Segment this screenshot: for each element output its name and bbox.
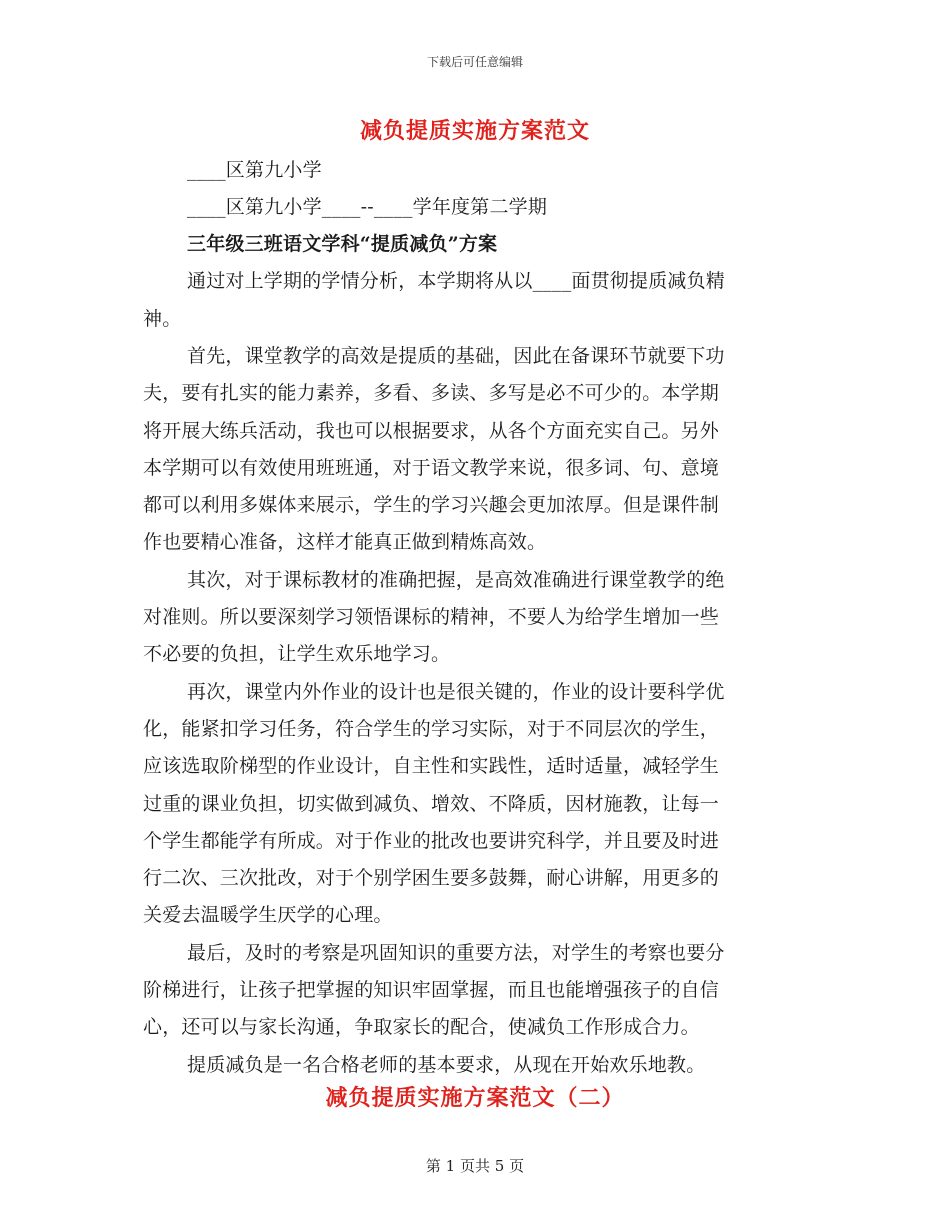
paragraph-line: 最后，及时的考察是巩固知识的重要方法，对学生的考察也要分 <box>187 942 725 964</box>
paragraph-line: 其次，对于课标教材的准确把握，是高效准确进行课堂教学的绝 <box>187 569 725 591</box>
paragraph-line: 应该选取阶梯型的作业设计，自主性和实践性，适时适量，减轻学生 <box>143 755 720 777</box>
page-footer: 第 1 页共 5 页 <box>425 1157 525 1175</box>
paragraph-line: 再次，课堂内外作业的设计也是很关键的，作业的设计要科学优 <box>187 681 725 703</box>
paragraph-line: 过重的课业负担，切实做到减负、增效、不降质，因材施教，让每一 <box>143 793 720 815</box>
school-line: ____区第九小学 <box>187 159 322 181</box>
paragraph-line: 作也要精心准备，这样才能真正做到精炼高效。 <box>143 531 547 553</box>
paragraph-line: 对准则。所以要深刻学习领悟课标的精神，不要人为给学生增加一些 <box>143 606 720 628</box>
paragraph-line: 夫，要有扎实的能力素养，多看、多读、多写是必不可少的。本学期 <box>143 382 720 404</box>
paragraph-line: 关爱去温暖学生厌学的心理。 <box>143 904 393 926</box>
page-header-note: 下载后可任意编辑 <box>426 55 523 69</box>
paragraph-line: 首先，课堂教学的高效是提质的基础，因此在备课环节就要下功 <box>187 345 725 367</box>
document-title: 减负提质实施方案范文 <box>359 118 590 144</box>
paragraph-line: 通过对上学期的学情分析，本学期将从以____面贯彻提质减负精 <box>187 270 726 292</box>
paragraph-line: 都可以利用多媒体来展示，学生的学习兴趣会更加浓厚。但是课件制 <box>143 494 720 516</box>
paragraph-line: 将开展大练兵活动，我也可以根据要求，从各个方面充实自己。另外 <box>143 420 720 442</box>
paragraph-line: 个学生都能学有所成。对于作业的批改也要讲究科学，并且要及时进 <box>143 830 720 852</box>
paragraph-line: 提质减负是一名合格老师的基本要求，从现在开始欢乐地教。 <box>187 1054 706 1076</box>
term-line: ____区第九小学____--____学年度第二学期 <box>187 196 548 218</box>
paragraph-line: 阶梯进行，让孩子把掌握的知识牢固掌握，而且也能增强孩子的自信 <box>143 979 720 1001</box>
paragraph-line: 神。 <box>143 308 182 330</box>
paragraph-line: 化，能紧扣学习任务，符合学生的学习实际，对于不同层次的学生， <box>143 718 720 740</box>
section-title-2: 减负提质实施方案范文（二） <box>325 1085 625 1111</box>
paragraph-line: 不必要的负担，让学生欢乐地学习。 <box>143 643 451 665</box>
paragraph-line: 行二次、三次批改，对于个别学困生要多鼓舞，耐心讲解，用更多的 <box>143 867 720 889</box>
plan-heading: 三年级三班语文学科“提质减负”方案 <box>187 233 498 255</box>
paragraph-line: 本学期可以有效使用班班通，对于语文教学来说，很多词、句、意境 <box>143 457 720 479</box>
paragraph-line: 心，还可以与家长沟通，争取家长的配合，使减负工作形成合力。 <box>143 1016 700 1038</box>
